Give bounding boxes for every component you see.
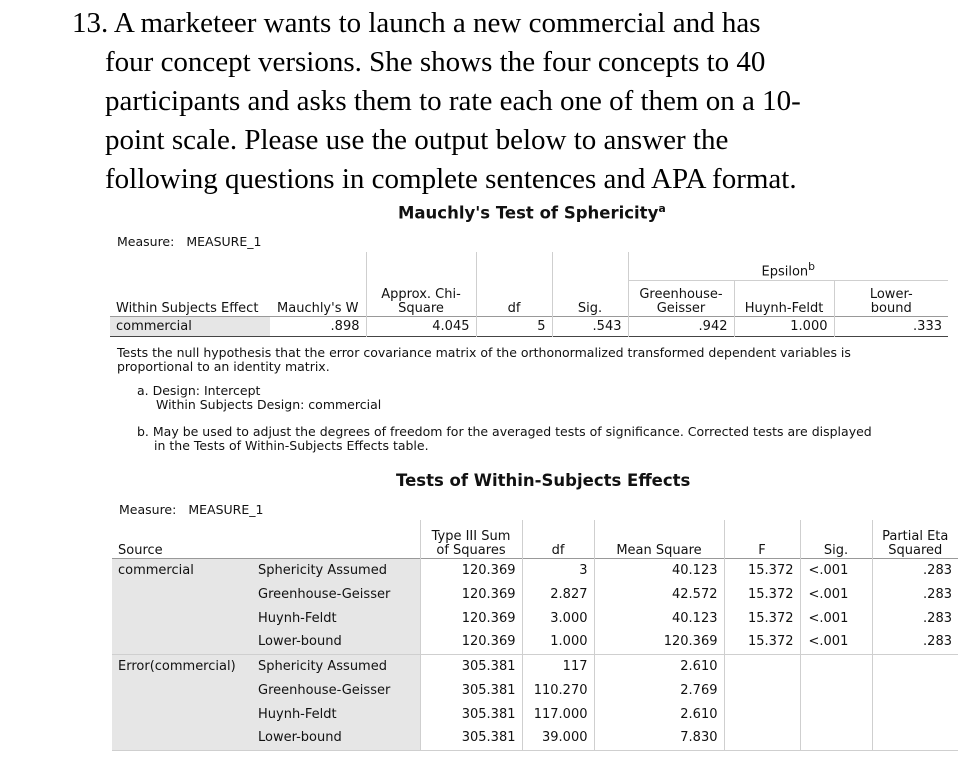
cell-hf: 1.000 — [734, 316, 834, 336]
cell-eta — [872, 702, 958, 726]
cell-df: 3 — [522, 558, 594, 582]
cell-ms: 120.369 — [594, 630, 724, 654]
cell-ms: 2.610 — [594, 654, 724, 678]
cell-lb: .333 — [834, 316, 948, 336]
cell-ms: 42.572 — [594, 582, 724, 606]
cell-ss: 305.381 — [420, 678, 522, 702]
mauchly-title-sup: a — [658, 202, 666, 215]
cell-f — [724, 702, 800, 726]
cell-ms: 40.123 — [594, 606, 724, 630]
footnote-a: a. Design: Intercept Within Subjects Design: commercial — [137, 383, 382, 412]
col-df: df — [476, 280, 552, 316]
question-line-5: following questions in complete sentences and APA format. — [105, 163, 797, 195]
col-df: df — [522, 520, 594, 558]
cell-sig — [800, 678, 872, 702]
footnote-b: b. May be used to adjust the degrees of freedom for the averaged tests of significance. Corrected tests are displayed in the Tests of Within-Subjects Effects table. — [137, 424, 872, 453]
cell-ss: 305.381 — [420, 654, 522, 678]
cell-ss: 305.381 — [420, 702, 522, 726]
cell-sig: <.001 — [800, 582, 872, 606]
wse-measure — [119, 502, 263, 517]
col-within-subjects-effect: Within Subjects Effect — [116, 300, 259, 316]
cell-f — [724, 654, 800, 678]
row-correction: Greenhouse-Geisser — [252, 582, 420, 606]
cell-w: .898 — [330, 318, 360, 334]
cell-eta: .283 — [872, 630, 958, 654]
cell-df: 117.000 — [522, 702, 594, 726]
cell-ms: 7.830 — [594, 726, 724, 750]
cell-chi: 4.045 — [366, 316, 476, 336]
col-source: Source — [118, 542, 163, 558]
cell-f: 15.372 — [724, 606, 800, 630]
question-line-2: four concept versions. She shows the four concepts to 40 — [105, 46, 766, 78]
mauchly-title-text: Mauchly's Test of Sphericity — [398, 203, 659, 223]
wse-table-body — [112, 558, 958, 750]
col-lower-bound: Lower- bound — [834, 280, 948, 316]
col-f: F — [724, 520, 800, 558]
row-correction: Sphericity Assumed — [252, 654, 420, 678]
mauchly-note: Tests the null hypothesis that the error covariance matrix of the orthonormalized transformed dependent variables is proportional to an identity matrix. — [117, 345, 851, 374]
table-row — [110, 316, 948, 336]
cell-ss: 120.369 — [420, 582, 522, 606]
col-approx-chi-square: Approx. Chi- Square — [366, 280, 476, 316]
cell-eta — [872, 726, 958, 750]
cell-ss: 120.369 — [420, 630, 522, 654]
cell-df: 117 — [522, 654, 594, 678]
cell-ms: 2.610 — [594, 702, 724, 726]
cell-eta — [872, 678, 958, 702]
question-line-3: participants and asks them to rate each one of them on a 10- — [105, 85, 801, 117]
mauchly-measure-value: MEASURE_1 — [186, 234, 262, 249]
table-row — [112, 558, 958, 582]
cell-df: 2.827 — [522, 582, 594, 606]
cell-df: 110.270 — [522, 678, 594, 702]
epsilon-header: Epsilon$^b$ — [628, 252, 948, 280]
wse-measure-label: Measure: — [119, 502, 177, 517]
question-line-1: 13. A marketeer wants to launch a new commercial and has — [72, 7, 761, 39]
row-correction: Huynh-Feldt — [252, 702, 420, 726]
cell-eta — [872, 654, 958, 678]
row-correction: Lower-bound — [252, 726, 420, 750]
col-type-iii-ss: Type III Sum of Squares — [420, 520, 522, 558]
cell-ss: 120.369 — [420, 558, 522, 582]
cell-eta: .283 — [872, 582, 958, 606]
row-correction: Sphericity Assumed — [252, 558, 420, 582]
cell-sig — [800, 654, 872, 678]
cell-f: 15.372 — [724, 630, 800, 654]
mauchly-measure — [117, 234, 261, 249]
question-text — [72, 4, 952, 199]
cell-df: 39.000 — [522, 726, 594, 750]
cell-eta: .283 — [872, 558, 958, 582]
cell-sig: .543 — [552, 316, 628, 336]
col-greenhouse-geisser: Greenhouse- Geisser — [628, 280, 734, 316]
col-partial-eta-squared: Partial Eta Squared — [872, 520, 958, 558]
cell-f — [724, 726, 800, 750]
cell-df: 1.000 — [522, 630, 594, 654]
wse-table — [112, 520, 958, 751]
mauchly-table — [110, 252, 948, 337]
question-line-4: point scale. Please use the output below to answer the — [105, 124, 729, 156]
col-sig: Sig. — [800, 520, 872, 558]
col-sig: Sig. — [552, 280, 628, 316]
wse-measure-value: MEASURE_1 — [188, 502, 264, 517]
cell-f — [724, 678, 800, 702]
cell-sig: <.001 — [800, 630, 872, 654]
cell-sig: <.001 — [800, 558, 872, 582]
cell-sig — [800, 702, 872, 726]
col-mean-square: Mean Square — [594, 520, 724, 558]
cell-df: 5 — [476, 316, 552, 336]
table-row — [112, 654, 958, 678]
cell-ss: 305.381 — [420, 726, 522, 750]
col-mauchlys-w: Mauchly's W — [277, 300, 359, 316]
row-correction: Huynh-Feldt — [252, 606, 420, 630]
cell-gg: .942 — [628, 316, 734, 336]
row-effect: commercial — [110, 316, 270, 336]
wse-title: Tests of Within-Subjects Effects — [396, 471, 691, 490]
cell-f: 15.372 — [724, 558, 800, 582]
cell-f: 15.372 — [724, 582, 800, 606]
cell-sig — [800, 726, 872, 750]
cell-df: 3.000 — [522, 606, 594, 630]
mauchly-measure-label: Measure: — [117, 234, 175, 249]
cell-ms: 40.123 — [594, 558, 724, 582]
row-source: commercial — [112, 558, 252, 654]
cell-sig: <.001 — [800, 606, 872, 630]
row-source: Error(commercial) — [112, 654, 252, 750]
cell-ss: 120.369 — [420, 606, 522, 630]
row-correction: Greenhouse-Geisser — [252, 678, 420, 702]
row-correction: Lower-bound — [252, 630, 420, 654]
col-huynh-feldt: Huynh-Feldt — [734, 280, 834, 316]
cell-ms: 2.769 — [594, 678, 724, 702]
mauchly-title — [398, 202, 666, 223]
cell-eta: .283 — [872, 606, 958, 630]
